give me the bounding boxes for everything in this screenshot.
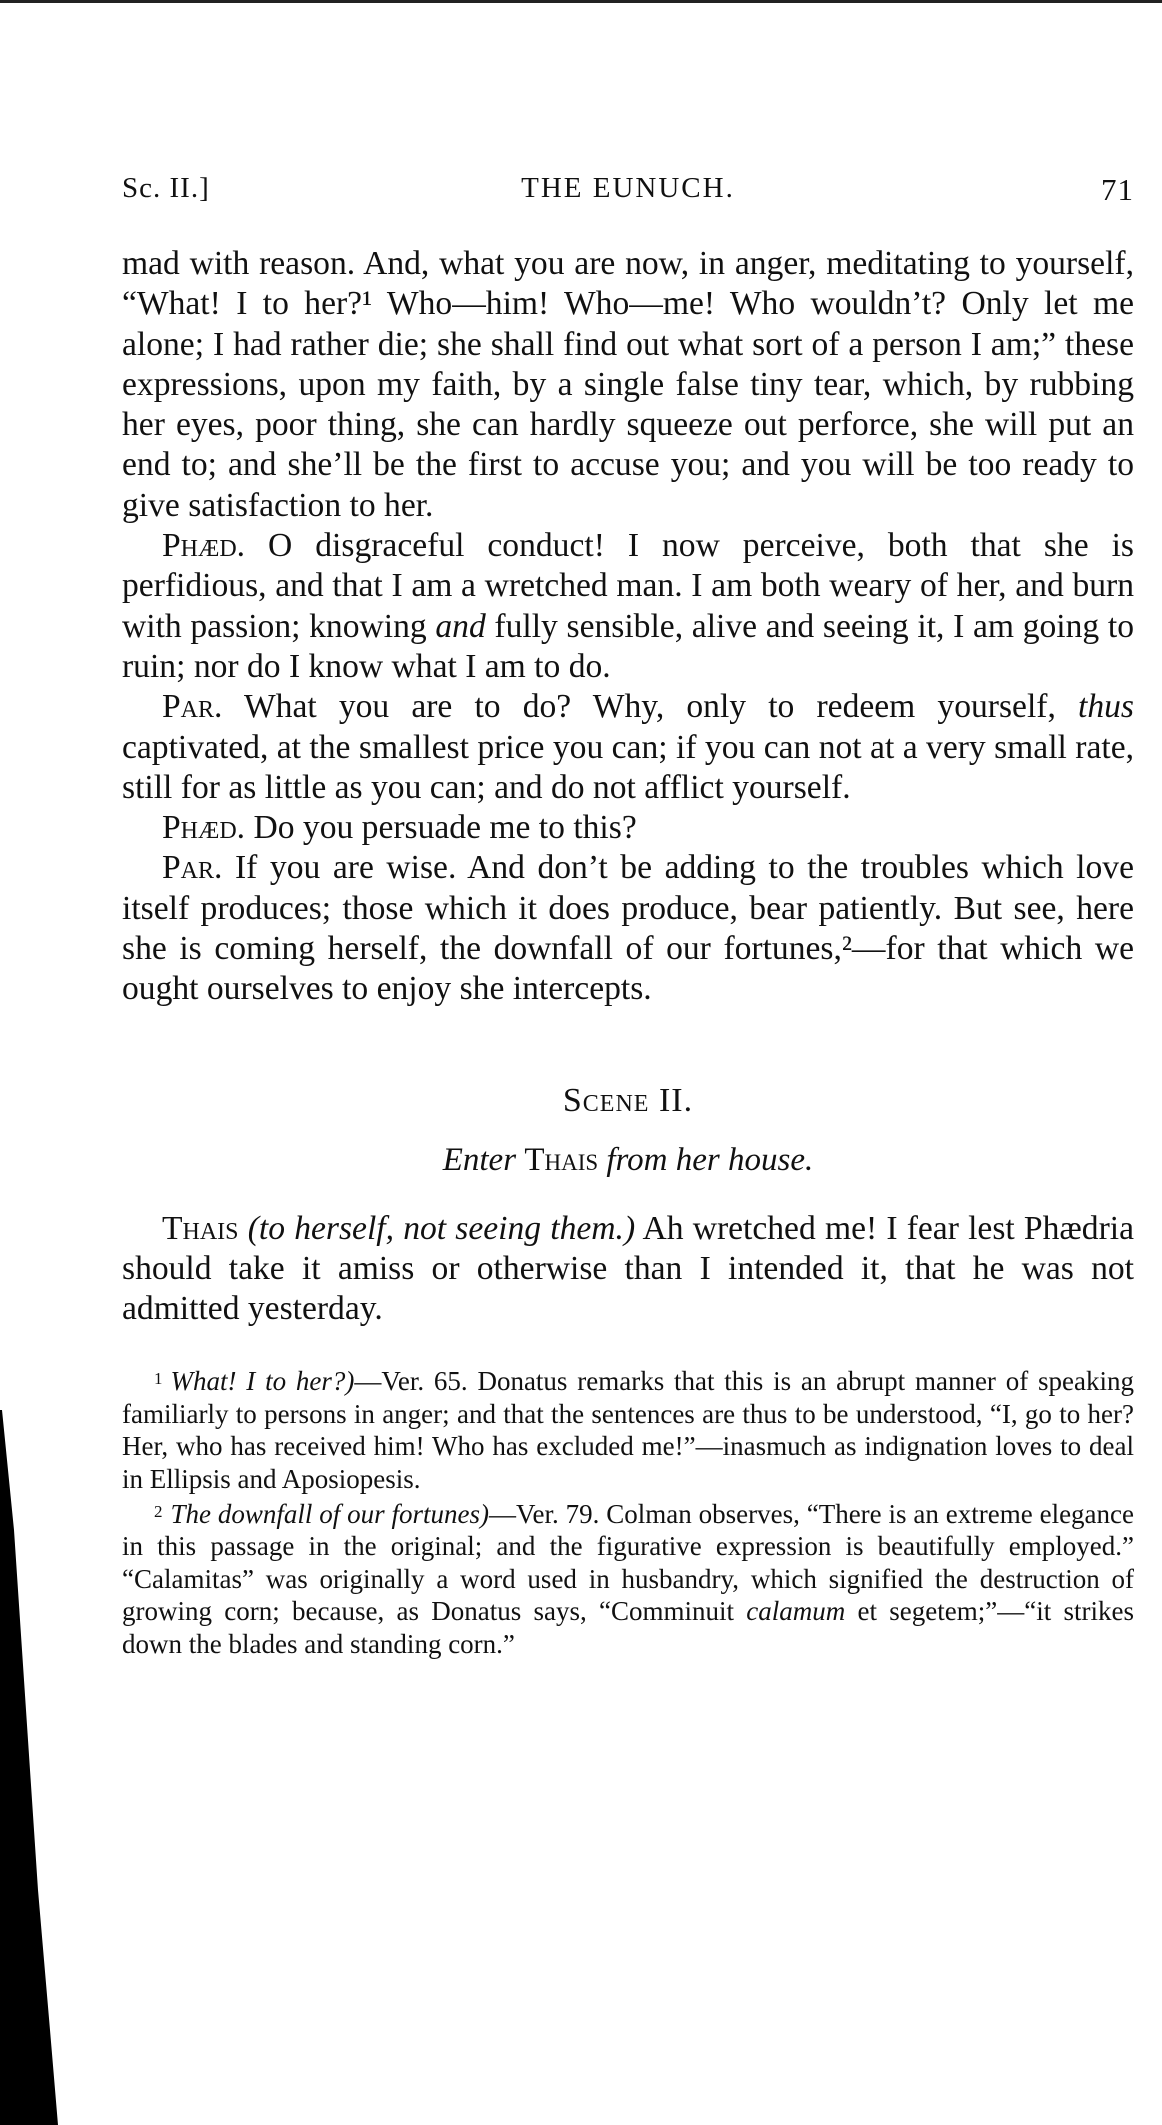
footnote-text: et segetem;”—“it strikes down the blades and standing corn.” [122,1596,1134,1659]
italic-word: thus [1078,688,1134,726]
speaker-label: Par. [162,688,223,726]
scene-heading: Scene II. [562,1081,694,1119]
page-top-edge [0,0,1162,3]
speech-thais [122,1209,1134,1330]
footnotes [122,1363,1134,1660]
speech-text: What you are to do? Why, only to redeem yourself, [222,688,1079,726]
footnote-lemma: The downfall of our fortunes) [170,1498,490,1529]
stage-direction-enter: Enter [442,1141,517,1178]
section-marker: Sc. II.] [122,172,210,204]
footnote-2 [122,1496,1134,1661]
speaker-label: Par. [162,849,223,887]
italic-word: and [435,607,486,645]
footnote-text: —Ver. 79. Colman observes, “There is an extreme elegance in this passage in the original; and the figurative expression is beautifully employed.” “Calamitas” was originally a word used in husbandry, which signified the destruction of growing corn; because, as Donatus says, “Comminuit [122,1498,1135,1627]
stage-direction [122,1142,1134,1179]
speech-text: Ah wretched me! I fear lest Phædria should take it amiss or otherwise than I intended it, that he was not admitted yesterday. [122,1209,1134,1328]
speaker-label: Thais [162,1209,239,1247]
speech-text: captivated, at the smallest price you can; if you can not at a very small rate, still for as little as you can; and do not afflict yourself. [122,728,1134,806]
stage-aside: (to herself, not seeing them.) [247,1209,636,1247]
speech-parmeno-2 [122,848,1134,1009]
speech-parmeno-1 [122,687,1134,808]
speech-text: Do you persuade me to this? [245,809,637,847]
binding-shadow [0,1410,60,2125]
footnote-marker: 1 [154,1369,163,1389]
speech-text: O disgraceful conduct! I now perceive, both that she is perfidious, and that I am a wretched man. I am both weary of her, and burn with passion; knowing [122,527,1134,645]
speaker-label: Phæd. [162,809,246,847]
footnote-lemma: What! I to her?) [170,1366,355,1397]
speech-phaedria-1 [122,526,1134,687]
page-number: 71 [1101,172,1134,207]
italic-word: calamum [746,1596,846,1627]
footnote-marker: 2 [154,1501,163,1521]
book-title: THE EUNUCH. [521,172,735,204]
speech-text: If you are wise. And don’t be adding to the troubles which love itself produces; those which it does produce, bear patiently. But see, here she is coming herself, the downfall of our fortunes,²—for that which we ought ourselves to enjoy she intercepts. [122,849,1134,1008]
speech-phaedria-2 [122,808,1134,848]
speaker-label: Phæd. [162,527,246,565]
book-page [122,172,1134,1660]
speech-text: fully sensible, alive and seeing it, I am going to ruin; nor do I know what I am to do. [122,607,1134,685]
stage-direction-rest: from her house. [606,1141,814,1178]
footnote-1 [122,1363,1134,1495]
stage-direction-name: Thais [524,1141,599,1178]
paragraph-continuation: mad with reason. And, what you are now, in anger, meditating to yourself, “What! I to her?¹ Who—him! Who—me! Who wouldn’t? Only let me alone; I had rather die; she shall find out what sort of a person I am;” these expressions, upon my faith, by a single false tiny tear, which, by rubbing her eyes, poor thing, she can hardly squeeze out perforce, she will put an end to; and she’ll be the first to accuse you; and you will be too ready to give satisfaction to her. [122,245,1134,524]
footnote-text: —Ver. 65. Donatus remarks that this is an abrupt manner of speaking familiarly to persons in anger; and that the sentences are thus to be understood, “I, go to her? Her, who has received him! Who has excluded me!”—inasmuch as indignation loves to deal in Ellipsis and Aposiopesis. [122,1366,1134,1494]
running-head [122,172,1134,212]
dialogue-text [122,244,1134,1010]
